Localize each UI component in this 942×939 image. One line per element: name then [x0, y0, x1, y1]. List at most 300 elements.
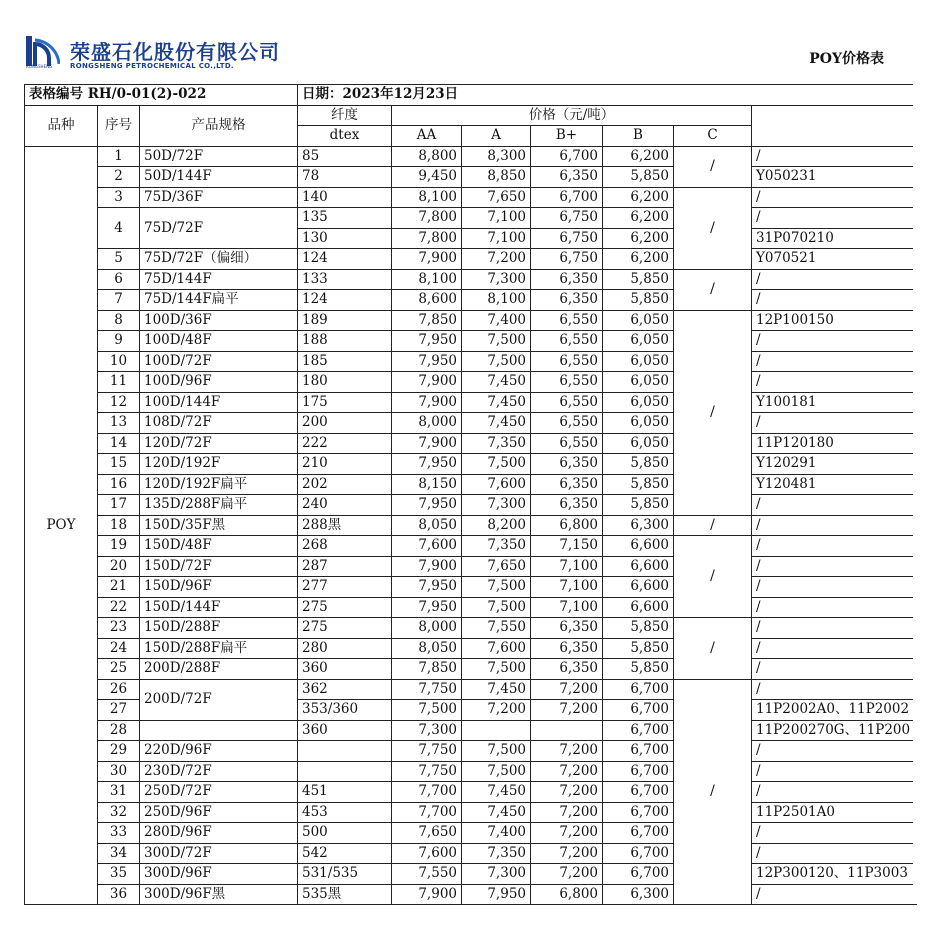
price-b-cell: 6,200 — [603, 249, 674, 270]
spec-cell: 300D/96F黑 — [140, 884, 298, 905]
header-dtex: dtex — [298, 126, 392, 147]
price-aa-cell: 7,700 — [392, 802, 462, 823]
price-aa-cell: 7,650 — [392, 823, 462, 844]
price-bplus-cell: 6,350 — [531, 618, 603, 639]
seq-cell: 28 — [98, 720, 140, 741]
spec-cell: 75D/144F扁平 — [140, 290, 298, 311]
price-bplus-cell: 7,200 — [531, 741, 603, 762]
price-b-cell: 6,600 — [603, 577, 674, 598]
price-b-cell: 6,050 — [603, 433, 674, 454]
price-bplus-cell: 7,200 — [531, 843, 603, 864]
price-bplus-cell: 7,200 — [531, 802, 603, 823]
dtex-cell: 535黑 — [298, 884, 392, 905]
price-b-cell: 5,850 — [603, 659, 674, 680]
price-bplus-cell: 6,750 — [531, 228, 603, 249]
note-cell: / — [752, 577, 917, 598]
spec-cell: 150D/35F黑 — [140, 515, 298, 536]
dtex-cell: 451 — [298, 782, 392, 803]
spec-cell: 150D/96F — [140, 577, 298, 598]
price-a-cell: 7,300 — [462, 495, 531, 516]
price-a-cell: 7,300 — [462, 269, 531, 290]
price-aa-cell: 7,950 — [392, 577, 462, 598]
seq-cell: 34 — [98, 843, 140, 864]
price-a-cell: 7,300 — [462, 864, 531, 885]
note-cell: / — [752, 556, 917, 577]
price-aa-cell: 8,050 — [392, 515, 462, 536]
table-row — [25, 495, 917, 516]
dtex-cell: 200 — [298, 413, 392, 434]
price-bplus-cell: 6,700 — [531, 187, 603, 208]
table-row — [25, 413, 917, 434]
price-a-cell: 7,500 — [462, 454, 531, 475]
spec-cell: 120D/72F — [140, 433, 298, 454]
price-c-cell: / — [674, 618, 752, 680]
price-a-cell: 7,600 — [462, 474, 531, 495]
price-b-cell: 6,050 — [603, 413, 674, 434]
dtex-cell: 78 — [298, 167, 392, 188]
price-bplus-cell: 7,150 — [531, 536, 603, 557]
seq-cell: 35 — [98, 864, 140, 885]
price-b-cell: 6,050 — [603, 392, 674, 413]
spec-cell: 75D/36F — [140, 187, 298, 208]
seq-cell: 18 — [98, 515, 140, 536]
price-b-cell: 6,700 — [603, 700, 674, 721]
price-b-cell: 6,300 — [603, 884, 674, 905]
price-a-cell: 7,200 — [462, 249, 531, 270]
price-b-cell: 6,700 — [603, 761, 674, 782]
price-b-cell: 6,700 — [603, 720, 674, 741]
spec-cell: 100D/96F — [140, 372, 298, 393]
table-row — [25, 597, 917, 618]
dtex-cell: 210 — [298, 454, 392, 475]
price-bplus-cell: 6,700 — [531, 146, 603, 167]
seq-cell: 25 — [98, 659, 140, 680]
seq-cell: 9 — [98, 331, 140, 352]
note-cell: / — [752, 884, 917, 905]
price-aa-cell: 8,600 — [392, 290, 462, 311]
seq-cell: 23 — [98, 618, 140, 639]
company-name-en: RONGSHENG PETROCHEMICAL CO.,LTD. — [70, 62, 234, 70]
seq-cell: 24 — [98, 638, 140, 659]
price-table — [24, 84, 917, 905]
price-a-cell: 8,100 — [462, 290, 531, 311]
table-row — [25, 372, 917, 393]
seq-cell: 4 — [98, 208, 140, 249]
spec-cell: 300D/72F — [140, 843, 298, 864]
price-aa-cell: 7,550 — [392, 864, 462, 885]
spec-cell: 120D/192F — [140, 454, 298, 475]
note-cell: / — [752, 269, 917, 290]
price-bplus-cell: 6,350 — [531, 167, 603, 188]
price-a-cell: 7,500 — [462, 761, 531, 782]
spec-cell: 75D/72F（偏细） — [140, 249, 298, 270]
price-aa-cell: 7,950 — [392, 597, 462, 618]
price-a-cell: 7,950 — [462, 884, 531, 905]
price-bplus-cell: 7,100 — [531, 556, 603, 577]
dtex-cell: 362 — [298, 679, 392, 700]
dtex-cell: 135 — [298, 208, 392, 229]
note-cell: 12P300120、11P3003 — [752, 864, 917, 885]
note-cell: / — [752, 187, 917, 208]
header-fiber: 纤度 — [298, 105, 392, 126]
note-cell: / — [752, 638, 917, 659]
price-aa-cell: 7,900 — [392, 372, 462, 393]
table-row — [25, 269, 917, 290]
logo-brand-text: RONGSHENG — [26, 64, 53, 69]
note-cell: / — [752, 659, 917, 680]
price-aa-cell: 8,000 — [392, 413, 462, 434]
price-a-cell: 7,500 — [462, 577, 531, 598]
dtex-cell: 287 — [298, 556, 392, 577]
seq-cell: 17 — [98, 495, 140, 516]
table-row — [25, 536, 917, 557]
table-row — [25, 249, 917, 270]
price-a-cell: 7,200 — [462, 700, 531, 721]
price-bplus-cell: 7,200 — [531, 700, 603, 721]
spec-cell: 230D/72F — [140, 761, 298, 782]
price-aa-cell: 7,900 — [392, 556, 462, 577]
note-cell: / — [752, 843, 917, 864]
note-cell: / — [752, 782, 917, 803]
note-cell: / — [752, 741, 917, 762]
variety-cell: POY — [25, 146, 98, 905]
table-row — [25, 864, 917, 885]
dtex-cell: 185 — [298, 351, 392, 372]
document-title: POY价格表 — [809, 51, 884, 67]
price-aa-cell: 7,950 — [392, 495, 462, 516]
price-a-cell: 7,500 — [462, 597, 531, 618]
price-aa-cell: 7,900 — [392, 392, 462, 413]
price-b-cell: 6,050 — [603, 310, 674, 331]
seq-cell: 20 — [98, 556, 140, 577]
spec-cell: 75D/144F — [140, 269, 298, 290]
dtex-cell: 124 — [298, 290, 392, 311]
spec-cell: 220D/96F — [140, 741, 298, 762]
table-row — [25, 187, 917, 208]
spec-cell: 100D/36F — [140, 310, 298, 331]
table-row — [25, 556, 917, 577]
price-aa-cell: 7,600 — [392, 843, 462, 864]
price-a-cell: 7,450 — [462, 679, 531, 700]
price-c-cell: / — [674, 146, 752, 187]
price-bplus-cell: 6,550 — [531, 331, 603, 352]
price-b-cell: 6,700 — [603, 741, 674, 762]
table-row — [25, 659, 917, 680]
price-a-cell: 7,550 — [462, 618, 531, 639]
note-cell: 12P100150 — [752, 310, 917, 331]
header-note — [752, 105, 917, 146]
price-a-cell: 7,450 — [462, 372, 531, 393]
price-c-cell: / — [674, 679, 752, 905]
price-aa-cell: 7,600 — [392, 536, 462, 557]
price-bplus-cell: 6,550 — [531, 372, 603, 393]
note-cell: / — [752, 331, 917, 352]
price-c-cell: / — [674, 536, 752, 618]
company-name-cn: 荣盛石化股份有限公司 — [70, 40, 280, 64]
seq-cell: 29 — [98, 741, 140, 762]
price-b-cell: 6,600 — [603, 536, 674, 557]
price-a-cell: 8,850 — [462, 167, 531, 188]
table-row — [25, 515, 917, 536]
price-aa-cell: 7,300 — [392, 720, 462, 741]
spec-cell: 150D/72F — [140, 556, 298, 577]
spec-cell: 108D/72F — [140, 413, 298, 434]
price-c-cell: / — [674, 269, 752, 310]
price-a-cell: 7,450 — [462, 392, 531, 413]
price-aa-cell: 7,800 — [392, 208, 462, 229]
price-bplus-cell: 6,350 — [531, 269, 603, 290]
price-bplus-cell: 6,550 — [531, 413, 603, 434]
header-grade-b: B — [603, 126, 674, 147]
price-b-cell: 6,050 — [603, 372, 674, 393]
dtex-cell: 500 — [298, 823, 392, 844]
note-cell: / — [752, 495, 917, 516]
seq-cell: 21 — [98, 577, 140, 598]
note-cell: 11P120180 — [752, 433, 917, 454]
price-a-cell: 7,100 — [462, 228, 531, 249]
dtex-cell: 133 — [298, 269, 392, 290]
spec-cell: 135D/288F扁平 — [140, 495, 298, 516]
price-bplus-cell: 6,350 — [531, 659, 603, 680]
table-row — [25, 761, 917, 782]
seq-cell: 11 — [98, 372, 140, 393]
note-cell: / — [752, 597, 917, 618]
seq-cell: 19 — [98, 536, 140, 557]
price-b-cell: 5,850 — [603, 638, 674, 659]
price-c-cell: / — [674, 310, 752, 515]
price-b-cell: 6,300 — [603, 515, 674, 536]
table-row — [25, 392, 917, 413]
dtex-cell: 130 — [298, 228, 392, 249]
seq-cell: 1 — [98, 146, 140, 167]
note-cell: / — [752, 351, 917, 372]
price-bplus-cell: 6,350 — [531, 495, 603, 516]
company-logo-icon — [26, 34, 60, 68]
price-bplus-cell: 6,350 — [531, 638, 603, 659]
spec-cell: 75D/72F — [140, 208, 298, 249]
note-cell: / — [752, 290, 917, 311]
price-a-cell: 7,500 — [462, 741, 531, 762]
note-cell: / — [752, 146, 917, 167]
note-cell: / — [752, 536, 917, 557]
seq-cell: 8 — [98, 310, 140, 331]
price-b-cell: 6,200 — [603, 187, 674, 208]
dtex-cell: 124 — [298, 249, 392, 270]
price-aa-cell: 7,500 — [392, 700, 462, 721]
header-row-1 — [25, 105, 917, 126]
spec-cell — [140, 720, 298, 741]
note-cell: Y120481 — [752, 474, 917, 495]
dtex-cell: 175 — [298, 392, 392, 413]
seq-cell: 10 — [98, 351, 140, 372]
price-b-cell: 6,700 — [603, 843, 674, 864]
dtex-cell: 280 — [298, 638, 392, 659]
price-aa-cell: 9,450 — [392, 167, 462, 188]
note-cell: Y100181 — [752, 392, 917, 413]
price-bplus-cell: 6,350 — [531, 474, 603, 495]
price-b-cell: 6,600 — [603, 597, 674, 618]
price-b-cell: 6,700 — [603, 782, 674, 803]
header-seq: 序号 — [98, 105, 140, 146]
price-aa-cell: 7,850 — [392, 659, 462, 680]
price-a-cell: 8,300 — [462, 146, 531, 167]
price-aa-cell: 7,800 — [392, 228, 462, 249]
price-bplus-cell: 6,550 — [531, 351, 603, 372]
price-bplus-cell: 7,200 — [531, 864, 603, 885]
dtex-cell: 542 — [298, 843, 392, 864]
spec-cell: 50D/144F — [140, 167, 298, 188]
dtex-cell: 240 — [298, 495, 392, 516]
price-bplus-cell: 6,350 — [531, 290, 603, 311]
price-a-cell: 7,650 — [462, 187, 531, 208]
seq-cell: 31 — [98, 782, 140, 803]
spec-cell: 100D/72F — [140, 351, 298, 372]
seq-cell: 22 — [98, 597, 140, 618]
price-b-cell: 6,200 — [603, 146, 674, 167]
header-grade-a: A — [462, 126, 531, 147]
price-b-cell: 6,050 — [603, 351, 674, 372]
dtex-cell — [298, 741, 392, 762]
seq-cell: 14 — [98, 433, 140, 454]
price-a-cell: 7,500 — [462, 659, 531, 680]
price-bplus-cell: 7,100 — [531, 577, 603, 598]
dtex-cell: 189 — [298, 310, 392, 331]
meta-row — [25, 85, 917, 106]
dtex-cell: 222 — [298, 433, 392, 454]
price-b-cell: 5,850 — [603, 474, 674, 495]
spec-cell: 150D/48F — [140, 536, 298, 557]
price-b-cell: 6,200 — [603, 228, 674, 249]
seq-cell: 27 — [98, 700, 140, 721]
spec-cell: 120D/192F扁平 — [140, 474, 298, 495]
seq-cell: 26 — [98, 679, 140, 700]
price-aa-cell: 8,100 — [392, 269, 462, 290]
price-bplus-cell: 6,350 — [531, 454, 603, 475]
price-b-cell: 5,850 — [603, 495, 674, 516]
price-bplus-cell: 6,550 — [531, 392, 603, 413]
price-aa-cell: 7,750 — [392, 679, 462, 700]
note-cell: 31P070210 — [752, 228, 917, 249]
note-cell: / — [752, 823, 917, 844]
price-aa-cell: 8,000 — [392, 618, 462, 639]
price-a-cell: 7,400 — [462, 823, 531, 844]
table-row — [25, 433, 917, 454]
dtex-cell — [298, 761, 392, 782]
seq-cell: 16 — [98, 474, 140, 495]
price-b-cell: 5,850 — [603, 269, 674, 290]
seq-cell: 13 — [98, 413, 140, 434]
spec-cell: 280D/96F — [140, 823, 298, 844]
table-row — [25, 884, 917, 905]
spec-cell: 50D/72F — [140, 146, 298, 167]
seq-cell: 5 — [98, 249, 140, 270]
price-aa-cell: 7,950 — [392, 454, 462, 475]
seq-cell: 2 — [98, 167, 140, 188]
price-a-cell: 7,500 — [462, 351, 531, 372]
table-row — [25, 843, 917, 864]
price-b-cell: 6,050 — [603, 331, 674, 352]
dtex-cell: 360 — [298, 659, 392, 680]
seq-cell: 36 — [98, 884, 140, 905]
price-bplus-cell: 7,200 — [531, 679, 603, 700]
table-row — [25, 679, 917, 700]
note-cell: / — [752, 679, 917, 700]
dtex-cell: 140 — [298, 187, 392, 208]
price-aa-cell: 7,900 — [392, 249, 462, 270]
price-a-cell: 7,650 — [462, 556, 531, 577]
note-cell: Y050231 — [752, 167, 917, 188]
price-b-cell: 5,850 — [603, 454, 674, 475]
dtex-cell: 268 — [298, 536, 392, 557]
header-grade-bplus: B+ — [531, 126, 603, 147]
table-row — [25, 638, 917, 659]
price-a-cell: 7,600 — [462, 638, 531, 659]
price-b-cell: 6,700 — [603, 823, 674, 844]
seq-cell: 7 — [98, 290, 140, 311]
spec-cell: 300D/96F — [140, 864, 298, 885]
note-cell: 11P2002A0、11P2002 — [752, 700, 917, 721]
price-b-cell: 5,850 — [603, 618, 674, 639]
seq-cell: 33 — [98, 823, 140, 844]
note-cell: Y120291 — [752, 454, 917, 475]
price-aa-cell: 7,950 — [392, 351, 462, 372]
table-row — [25, 310, 917, 331]
table-row — [25, 782, 917, 803]
seq-cell: 15 — [98, 454, 140, 475]
table-row — [25, 208, 917, 229]
seq-cell: 3 — [98, 187, 140, 208]
document-date: 日期：2023年12月23日 — [298, 85, 917, 106]
table-row — [25, 823, 917, 844]
table-row — [25, 351, 917, 372]
note-cell: 11P2501A0 — [752, 802, 917, 823]
price-a-cell: 7,350 — [462, 536, 531, 557]
spec-cell: 150D/144F — [140, 597, 298, 618]
dtex-cell: 277 — [298, 577, 392, 598]
price-b-cell: 6,700 — [603, 864, 674, 885]
dtex-cell: 288黑 — [298, 515, 392, 536]
seq-cell: 6 — [98, 269, 140, 290]
note-cell: / — [752, 413, 917, 434]
price-bplus-cell: 7,100 — [531, 597, 603, 618]
table-row — [25, 454, 917, 475]
price-bplus-cell: 6,750 — [531, 208, 603, 229]
spec-cell: 250D/72F — [140, 782, 298, 803]
form-number: 表格编号 RH/0-01(2)-022 — [25, 85, 298, 106]
price-aa-cell: 8,050 — [392, 638, 462, 659]
dtex-cell: 360 — [298, 720, 392, 741]
price-aa-cell: 7,700 — [392, 782, 462, 803]
price-bplus-cell: 6,550 — [531, 433, 603, 454]
note-cell: 11P200270G、11P200 — [752, 720, 917, 741]
price-a-cell: 7,500 — [462, 331, 531, 352]
price-c-cell: / — [674, 187, 752, 269]
dtex-cell: 85 — [298, 146, 392, 167]
note-cell: / — [752, 761, 917, 782]
header-spec: 产品规格 — [140, 105, 298, 146]
price-b-cell: 6,700 — [603, 679, 674, 700]
price-aa-cell: 8,100 — [392, 187, 462, 208]
price-a-cell: 7,100 — [462, 208, 531, 229]
dtex-cell: 202 — [298, 474, 392, 495]
price-bplus-cell: 6,800 — [531, 884, 603, 905]
right-edge-crop — [913, 84, 942, 904]
spec-cell: 250D/96F — [140, 802, 298, 823]
price-a-cell: 7,350 — [462, 433, 531, 454]
price-b-cell: 5,850 — [603, 290, 674, 311]
seq-cell: 12 — [98, 392, 140, 413]
table-row — [25, 741, 917, 762]
